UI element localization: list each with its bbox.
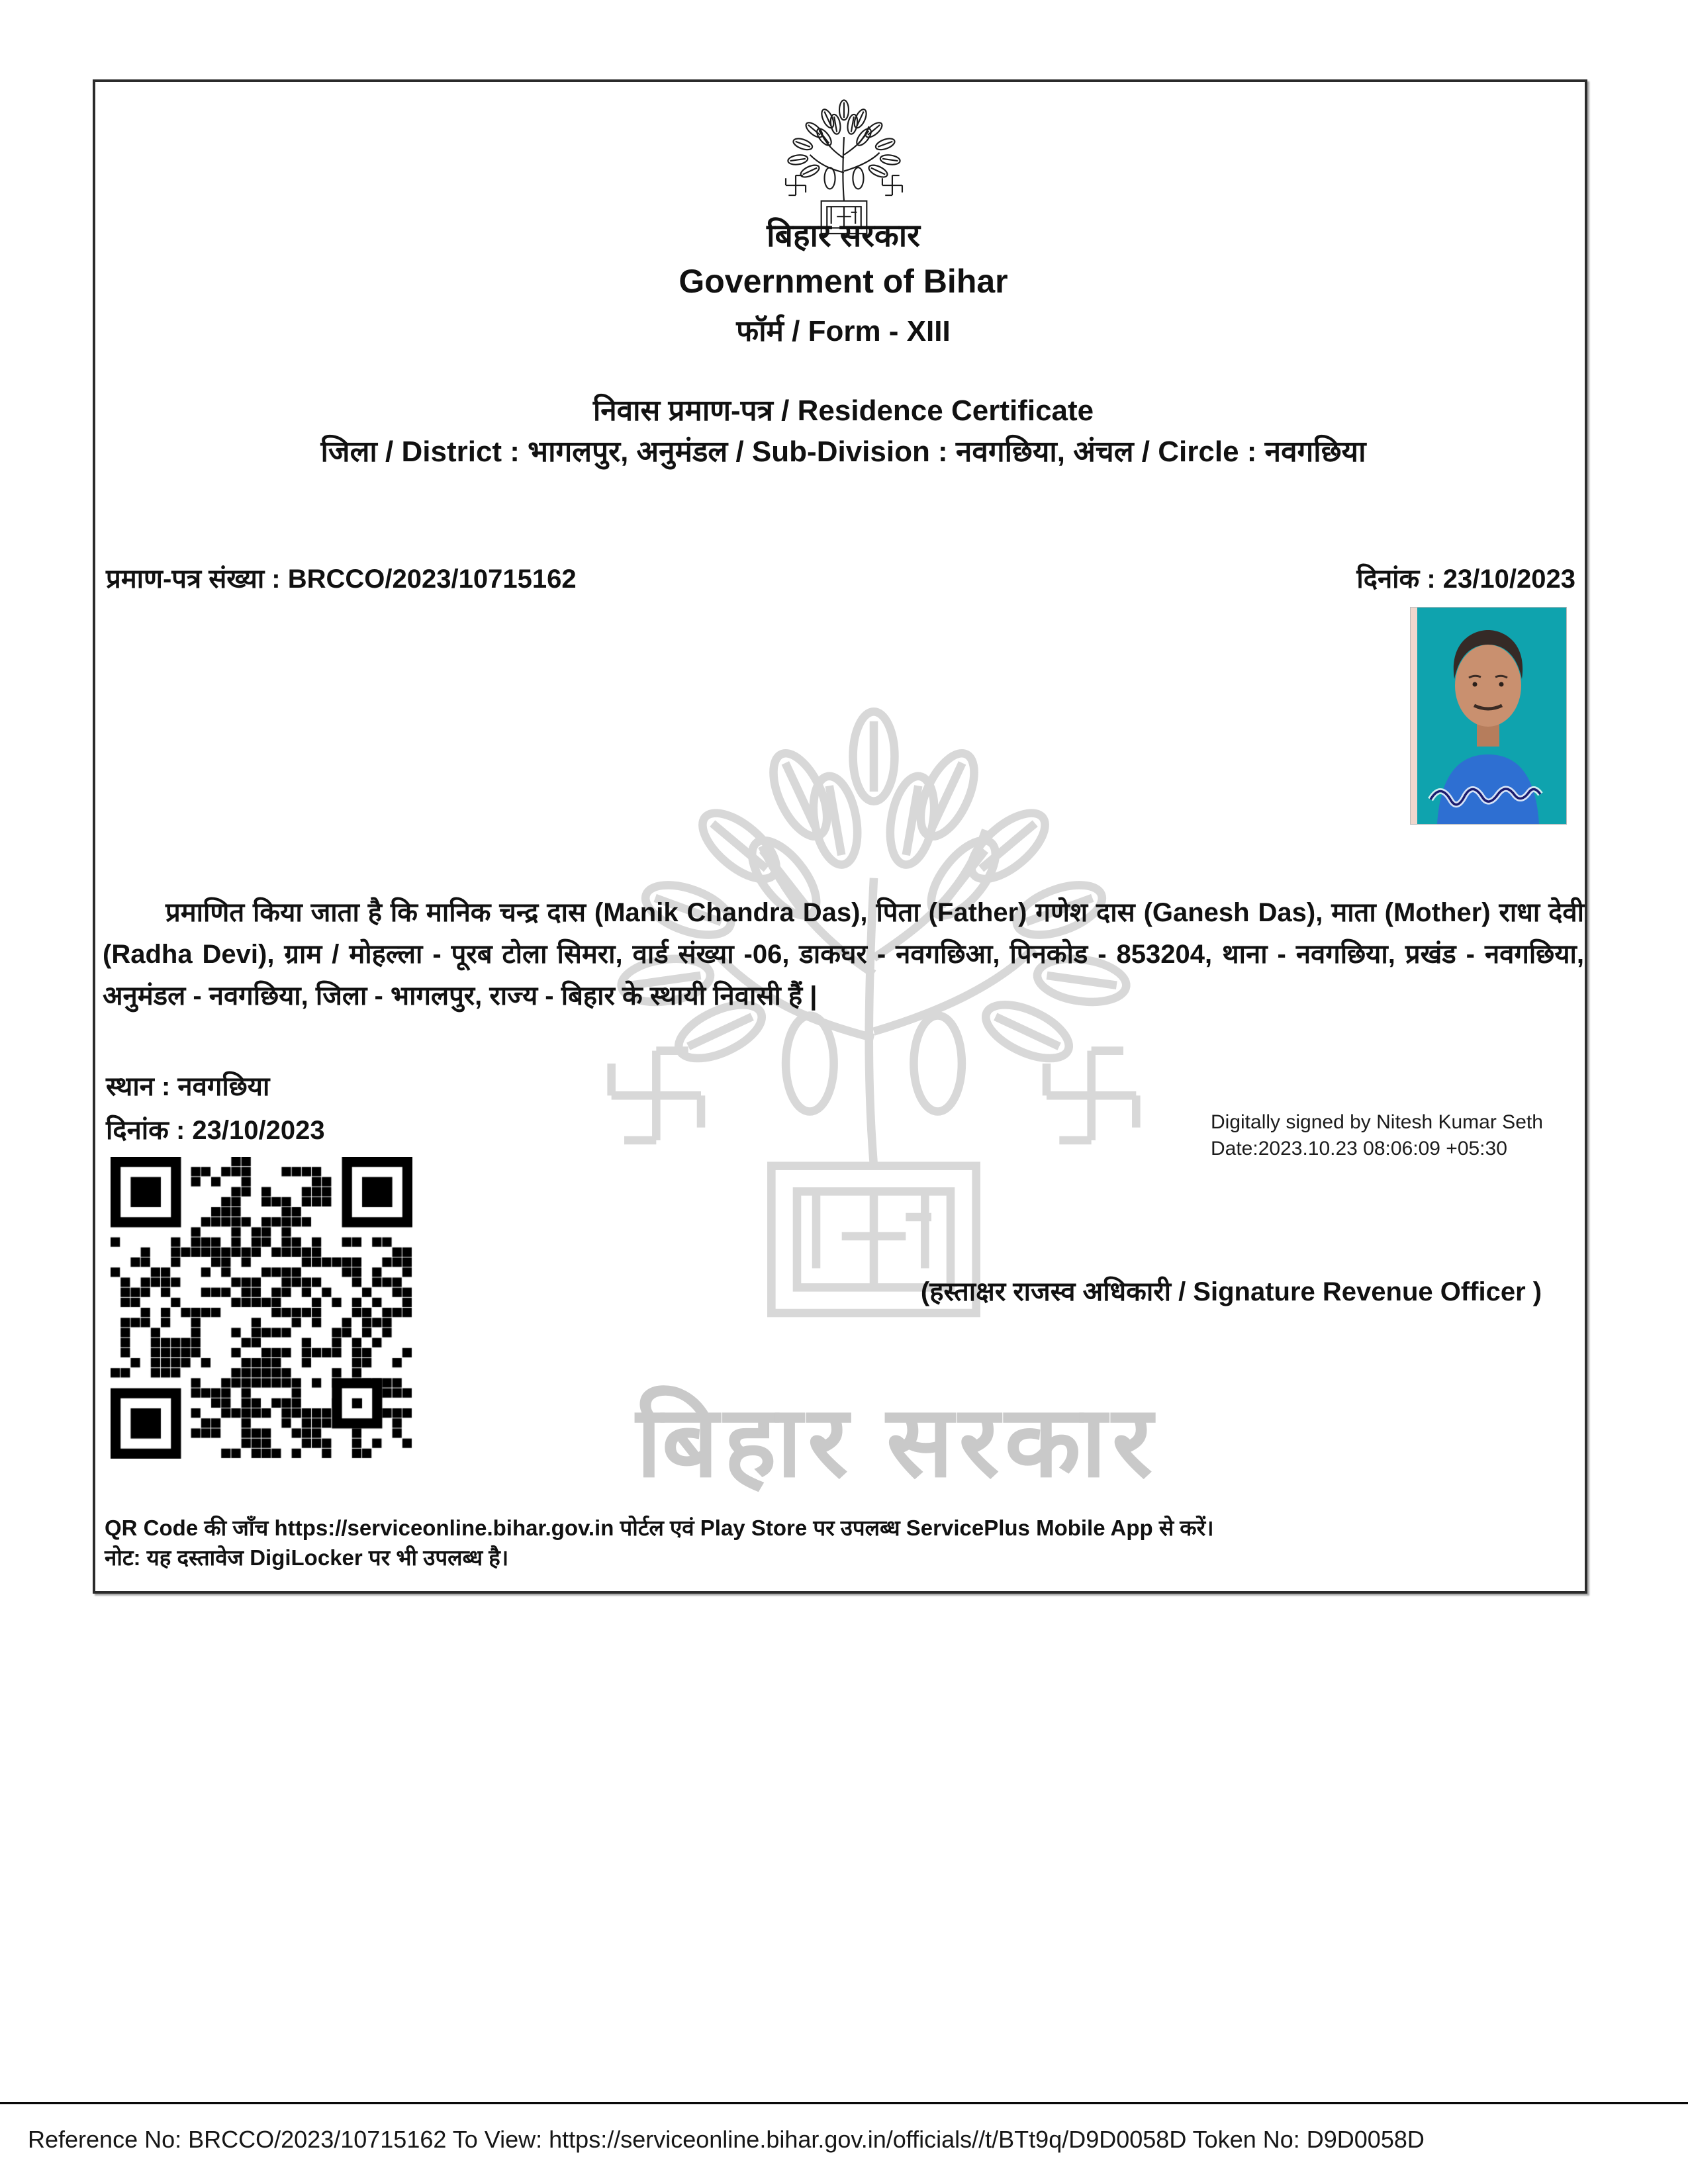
- applicant-photo: [1410, 607, 1567, 825]
- reference-footer: Reference No: BRCCO/2023/10715162 To View: https://serviceonline.bihar.gov.in/officials//t/BTt9q/D9D0058D Token No: D9D0058D: [28, 2126, 1425, 2153]
- digital-signature-line1: Digitally signed by Nitesh Kumar Seth: [1211, 1111, 1543, 1133]
- form-number: फॉर्म / Form - XIII: [736, 315, 951, 347]
- org-name-english: Government of Bihar: [679, 263, 1008, 300]
- footer-divider: [0, 2102, 1688, 2105]
- certificate-number: प्रमाण-पत्र संख्या : BRCCO/2023/10715162: [106, 565, 577, 594]
- jurisdiction-line: जिला / District : भागलपुर, अनुमंडल / Sub-Division : नवगछिया, अंचल / Circle : नवगछिया: [320, 435, 1366, 468]
- certificate-body-text: प्रमाणित किया जाता है कि मानिक चन्द्र दास (Manik Chandra Das), पिता (Father) गणेश दास (Ganesh Das), माता (Mother) राधा देवी (Radha Devi), ग्राम / मोहल्ला - पूरब टोला सिमरा, वार्ड संख्या -06, डाकघर - नवगछिआ, पिनकोड - 853204, थाना - नवगछिया, प्रखंड - नवगछिया, अनुमंडल - नवगछिया, जिला - भागलपुर, राज्य - बिहार के स्थायी निवासी हैं |: [103, 898, 1584, 1011]
- qr-code: [111, 1157, 412, 1459]
- place-date-line: दिनांक : 23/10/2023: [106, 1116, 325, 1145]
- digilocker-note: नोट: यह दस्तावेज DigiLocker पर भी उपलब्ध है।: [105, 1545, 509, 1570]
- signatory-line: (हस्ताक्षर राजस्व अधिकारी / Signature Revenue Officer ): [920, 1277, 1542, 1306]
- digital-signature-block: [1211, 1109, 1591, 1162]
- document-title: निवास प्रमाण-पत्र / Residence Certificate: [592, 394, 1094, 427]
- place-line: स्थान : नवगछिया: [106, 1072, 270, 1101]
- watermark-text: बिहार सरकार: [635, 1386, 1158, 1497]
- footer-notes: [105, 1513, 1230, 1572]
- org-name-hindi: बिहार सरकार: [767, 218, 920, 253]
- digital-signature-line2: Date:2023.10.23 08:06:09 +05:30: [1211, 1138, 1507, 1160]
- qr-verification-note: QR Code की जाँच https://serviceonline.bihar.gov.in पोर्टल एवं Play Store पर उपलब्ध ServicePlus Mobile App से करें।: [105, 1516, 1214, 1540]
- issue-date: दिनांक : 23/10/2023: [1356, 565, 1575, 594]
